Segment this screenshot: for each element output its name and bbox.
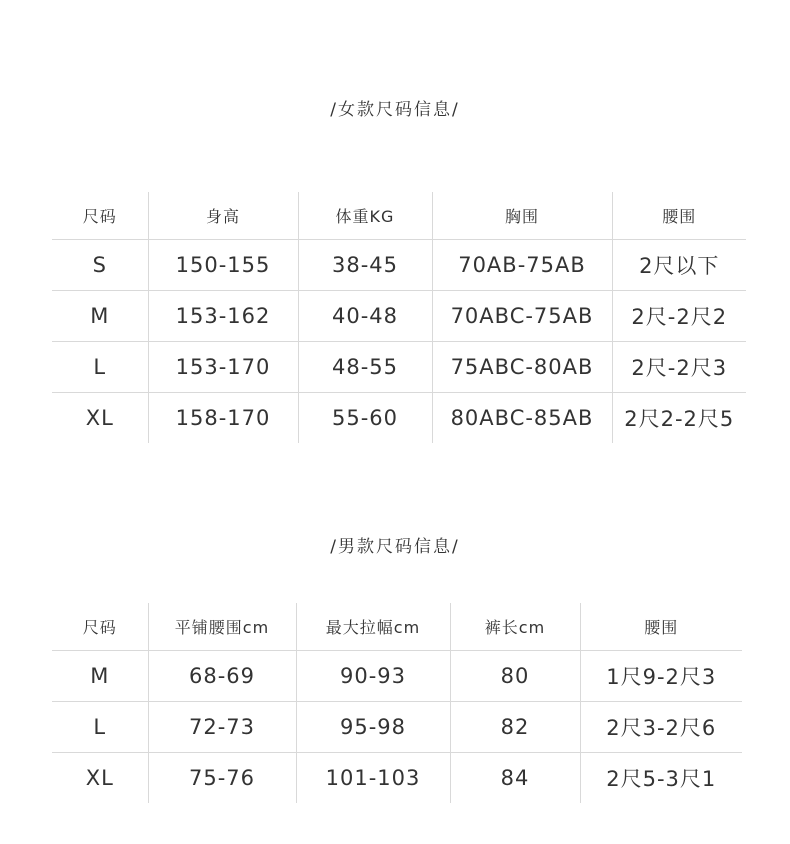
table-cell: 153-170: [148, 342, 298, 393]
table-header-row: [52, 192, 746, 240]
header-cell: 胸围: [432, 192, 612, 240]
women-size-table: [52, 192, 746, 443]
header-cell: 体重KG: [298, 192, 432, 240]
table-cell: 2尺2-2尺5: [612, 393, 746, 444]
table-cell: 90-93: [296, 651, 450, 702]
table-cell: 2尺-2尺2: [612, 291, 746, 342]
men-size-table: [52, 603, 742, 803]
table-cell: 80: [450, 651, 580, 702]
size-cell: L: [52, 702, 148, 753]
size-cell: M: [52, 651, 148, 702]
table-cell: 75ABC-80AB: [432, 342, 612, 393]
size-cell: L: [52, 342, 148, 393]
table-cell: 72-73: [148, 702, 296, 753]
table-cell: 75-76: [148, 753, 296, 804]
table-cell: 95-98: [296, 702, 450, 753]
table-cell: 2尺3-2尺6: [580, 702, 742, 753]
table-cell: 38-45: [298, 240, 432, 291]
table-cell: 101-103: [296, 753, 450, 804]
size-cell: XL: [85, 766, 114, 790]
table-header-row: [52, 603, 742, 651]
table-cell: 2尺以下: [612, 240, 746, 291]
table-cell: 68-69: [148, 651, 296, 702]
table-cell: 158-170: [148, 393, 298, 444]
header-cell: 身高: [148, 192, 298, 240]
table-cell: 84: [450, 753, 580, 804]
table-row: [52, 753, 742, 804]
header-cell: 最大拉幅cm: [296, 603, 450, 651]
table-cell: 150-155: [148, 240, 298, 291]
table-cell: 55-60: [298, 393, 432, 444]
table-row: [52, 702, 742, 753]
table-cell: 2尺5-3尺1: [580, 753, 742, 804]
size-cell: M: [52, 291, 148, 342]
header-cell: 尺码: [52, 192, 148, 240]
header-cell: 腰围: [612, 192, 746, 240]
size-cell: XL: [85, 406, 114, 430]
table-cell: 70ABC-75AB: [432, 291, 612, 342]
table-row: [52, 291, 746, 342]
table-row: [52, 651, 742, 702]
table-row: [52, 393, 746, 444]
table-cell: 40-48: [298, 291, 432, 342]
table-cell: 1尺9-2尺3: [580, 651, 742, 702]
header-cell: 平铺腰围cm: [148, 603, 296, 651]
men-size-title: /男款尺码信息/: [330, 537, 460, 557]
table-cell: 48-55: [298, 342, 432, 393]
header-cell: 裤长cm: [450, 603, 580, 651]
table-cell: 70AB-75AB: [432, 240, 612, 291]
table-row: [52, 342, 746, 393]
header-cell: 腰围: [580, 603, 742, 651]
table-cell: 2尺-2尺3: [612, 342, 746, 393]
table-cell: 80ABC-85AB: [432, 393, 612, 444]
table-cell: 82: [450, 702, 580, 753]
header-cell: 尺码: [52, 603, 148, 651]
women-size-title: /女款尺码信息/: [330, 100, 460, 120]
table-cell: 153-162: [148, 291, 298, 342]
table-row: [52, 240, 746, 291]
size-cell: S: [52, 240, 148, 291]
